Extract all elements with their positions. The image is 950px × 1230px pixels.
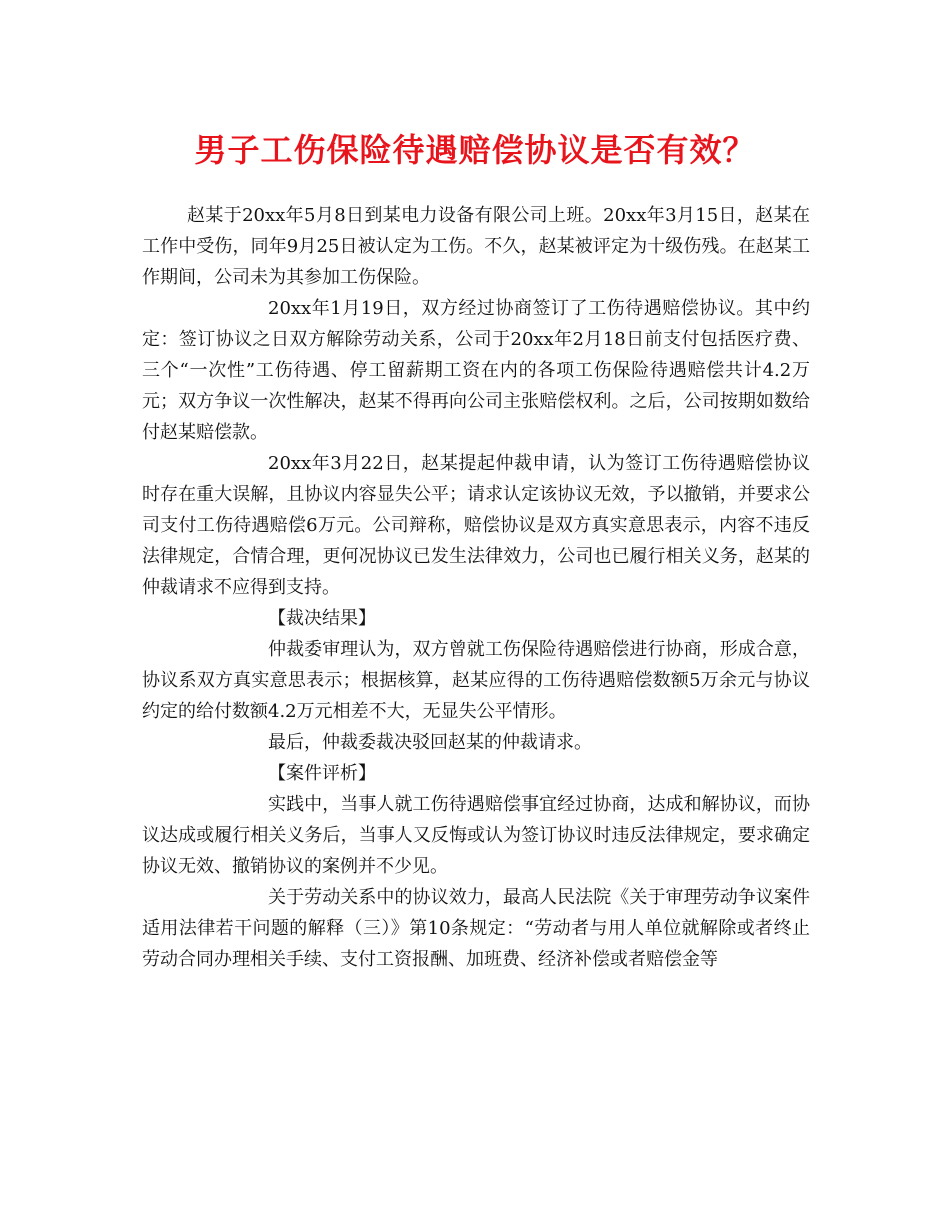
paragraph-case-background: 赵某于20xx年5月8日到某电力设备有限公司上班。20xx年3月15日，赵某在工作中受伤，同年9月25日被认定为工伤。不久，赵某被评定为十级伤残。在赵某工作期间，公司未为其参加工伤保险。	[142, 205, 810, 288]
paragraph-analysis-practice: 实践中，当事人就工伤待遇赔偿事宜经过协商，达成和解协议，而协议达成或履行相关义务后，当事人又反悔或认为签订协议时违反法律规定，要求确定协议无效、撤销协议的案例并不少见。	[142, 794, 810, 877]
section-heading-ruling: 【裁决结果】	[268, 608, 376, 629]
paragraph-ruling-reasoning: 仲裁委审理认为，双方曾就工伤保险待遇赔偿进行协商，形成合意，协议系双方真实意思表示；根据核算，赵某应得的工伤待遇赔偿数额5万余元与协议约定的给付数额4.2万元相差不大，无显失公平情形。	[142, 639, 810, 722]
document-title: 男子工伤保险待遇赔偿协议是否有效？	[194, 131, 756, 169]
document-body	[142, 200, 810, 975]
paragraph-analysis-law: 关于劳动关系中的协议效力，最高人民法院《关于审理劳动争议案件适用法律若干问题的解释（三）》第10条规定：“劳动者与用人单位就解除或者终止劳动合同办理相关手续、支付工资报酬、加班费、经济补偿或者赔偿金等	[142, 887, 810, 970]
paragraph-arbitration-claim: 20xx年3月22日，赵某提起仲裁申请，认为签订工伤待遇赔偿协议时存在重大误解，且协议内容显失公平；请求认定该协议无效，予以撤销，并要求公司支付工伤待遇赔偿6万元。公司辩称，赔偿协议是双方真实意思表示，内容不违反法律规定，合情合理，更何况协议已发生法律效力，公司也已履行相关义务，赵某的仲裁请求不应得到支持。	[142, 453, 810, 598]
section-heading-analysis: 【案件评析】	[268, 763, 376, 784]
paragraph-ruling-result: 最后，仲裁委裁决驳回赵某的仲裁请求。	[268, 732, 592, 753]
paragraph-agreement: 20xx年1月19日，双方经过协商签订了工伤待遇赔偿协议。其中约定：签订协议之日双方解除劳动关系，公司于20xx年2月18日前支付包括医疗费、三个“一次性”工伤待遇、停工留薪期工资在内的各项工伤保险待遇赔偿共计4.2万元；双方争议一次性解决，赵某不得再向公司主张赔偿权利。之后，公司按期如数给付赵某赔偿款。	[142, 298, 810, 443]
